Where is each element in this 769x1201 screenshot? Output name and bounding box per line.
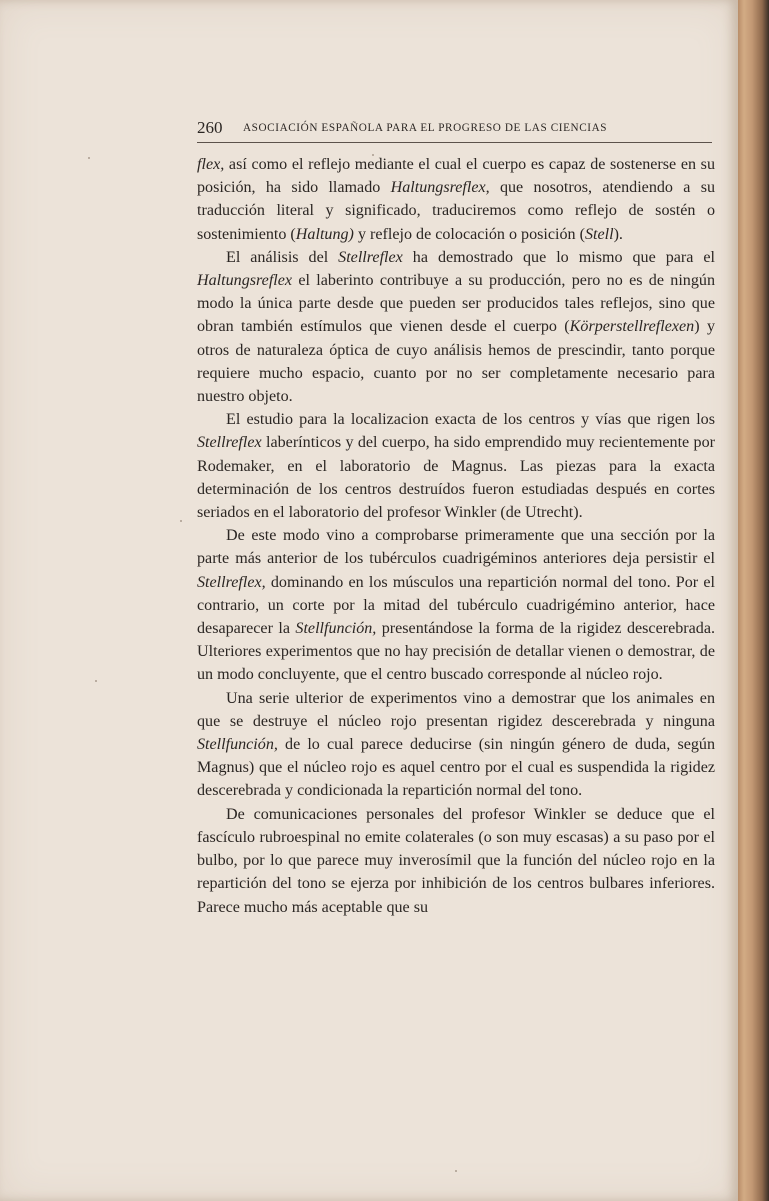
paragraph bbox=[197, 246, 715, 408]
italic-term: Stellreflex bbox=[338, 248, 403, 266]
italic-term: flex, bbox=[197, 156, 225, 173]
page-number: 260 bbox=[197, 118, 223, 137]
italic-term: Haltungsreflex, bbox=[390, 179, 490, 197]
header-rule bbox=[197, 142, 712, 143]
text-run: Una serie ulterior de experimentos vino a demostrar que los animales en que se destruye el núcleo rojo presentan rigidez descerebrada y ninguna bbox=[197, 689, 715, 730]
running-header bbox=[197, 118, 712, 140]
text-run: y reflejo de colocación o posición ( bbox=[353, 225, 585, 243]
page-edge bbox=[738, 0, 769, 1201]
text-run: el laberinto contribuye a su producción, pero no es de ningún modo la única parte desde que pueden ser producidos tales reflejos, sino que obran también estímulos que vienen desde el cuerpo ( bbox=[197, 272, 715, 336]
italic-term: Stellfunción, bbox=[295, 620, 377, 638]
running-title: ASOCIACIÓN ESPAÑOLA PARA EL PROGRESO DE LAS CIENCIAS bbox=[243, 122, 608, 134]
body-text bbox=[197, 153, 715, 919]
paragraph bbox=[197, 803, 715, 919]
text-run: de lo cual parece deducirse (sin ningún género de duda, según Magnus) que el núcleo rojo es aquel centro por el cual es suspendida la rigidez descerebrada y condicionada la repartición normal del tono. bbox=[197, 736, 715, 800]
text-run: presentándose la forma de la rigidez descerebrada. Ulteriores experimentos que no hay precisión de detallar vienen o demostrar, de un modo concluyente, que el centro buscado corresponde al núcleo rojo. bbox=[197, 620, 715, 684]
text-run: laberínticos y del cuerpo, ha sido emprendido muy recientemente por Rodemaker, en el laboratorio de Magnus. Las piezas para la exacta determinación de los centros destruídos fueron estudiadas después en cortes seriados en el laboratorio del profesor Winkler (de Utrecht). bbox=[197, 434, 715, 522]
text-run: ). bbox=[613, 225, 623, 243]
text-run: que nosotros, atendiendo a su traducción literal y significado, traduciremos como reflejo de sostén o sostenimiento ( bbox=[197, 179, 715, 243]
italic-term: Stell bbox=[584, 225, 614, 243]
text-run: dominando en los músculos una repartición normal del tono. Por el contrario, un corte por la mitad del tubérculo cuadrigémino anterior, hace desaparecer la bbox=[197, 573, 715, 638]
italic-term: Stellreflex bbox=[197, 434, 262, 452]
text-run: De comunicaciones personales del profesor Winkler se deduce que el fascículo rubroespinal no emite colaterales (o son muy escasas) a su paso por el bulbo, por lo que parece muy inverosímil que la función del núcleo rojo en la repartición del tono se ejerza por inhibición de los centros bulbares inferiores. Parece mucho más aceptable que su bbox=[197, 805, 715, 916]
paragraph bbox=[197, 153, 715, 246]
italic-term: Körperstellreflexen bbox=[569, 318, 695, 336]
italic-term: Stellfunción, bbox=[197, 736, 278, 754]
paragraph bbox=[197, 687, 715, 803]
text-run: El estudio para la localizacion exacta de los centros y vías que rigen los bbox=[226, 411, 715, 429]
italic-term: Haltung) bbox=[295, 225, 354, 243]
italic-term: Stellreflex, bbox=[197, 573, 266, 591]
text-run: ) y otros de naturaleza óptica de cuyo análisis hemos de prescindir, tanto porque requiere mucho espacio, cuanto por no ser completamente necesario para nuestro objeto. bbox=[197, 318, 715, 406]
text-run: ha demostrado que lo mismo que para el bbox=[402, 248, 715, 266]
text-run: De este modo vino a comprobarse primeramente que una sección por la parte más anterior de los tubérculos cuadrigéminos anteriores deja persistir el bbox=[197, 527, 715, 568]
paragraph bbox=[197, 408, 715, 524]
text-run: El análisis del bbox=[226, 248, 339, 266]
paragraph bbox=[197, 524, 715, 686]
text-run: así como el reflejo mediante el cual el cuerpo es capaz de sostenerse en su posición, ha sido llamado bbox=[197, 156, 715, 197]
italic-term: Haltungsreflex bbox=[197, 272, 293, 290]
